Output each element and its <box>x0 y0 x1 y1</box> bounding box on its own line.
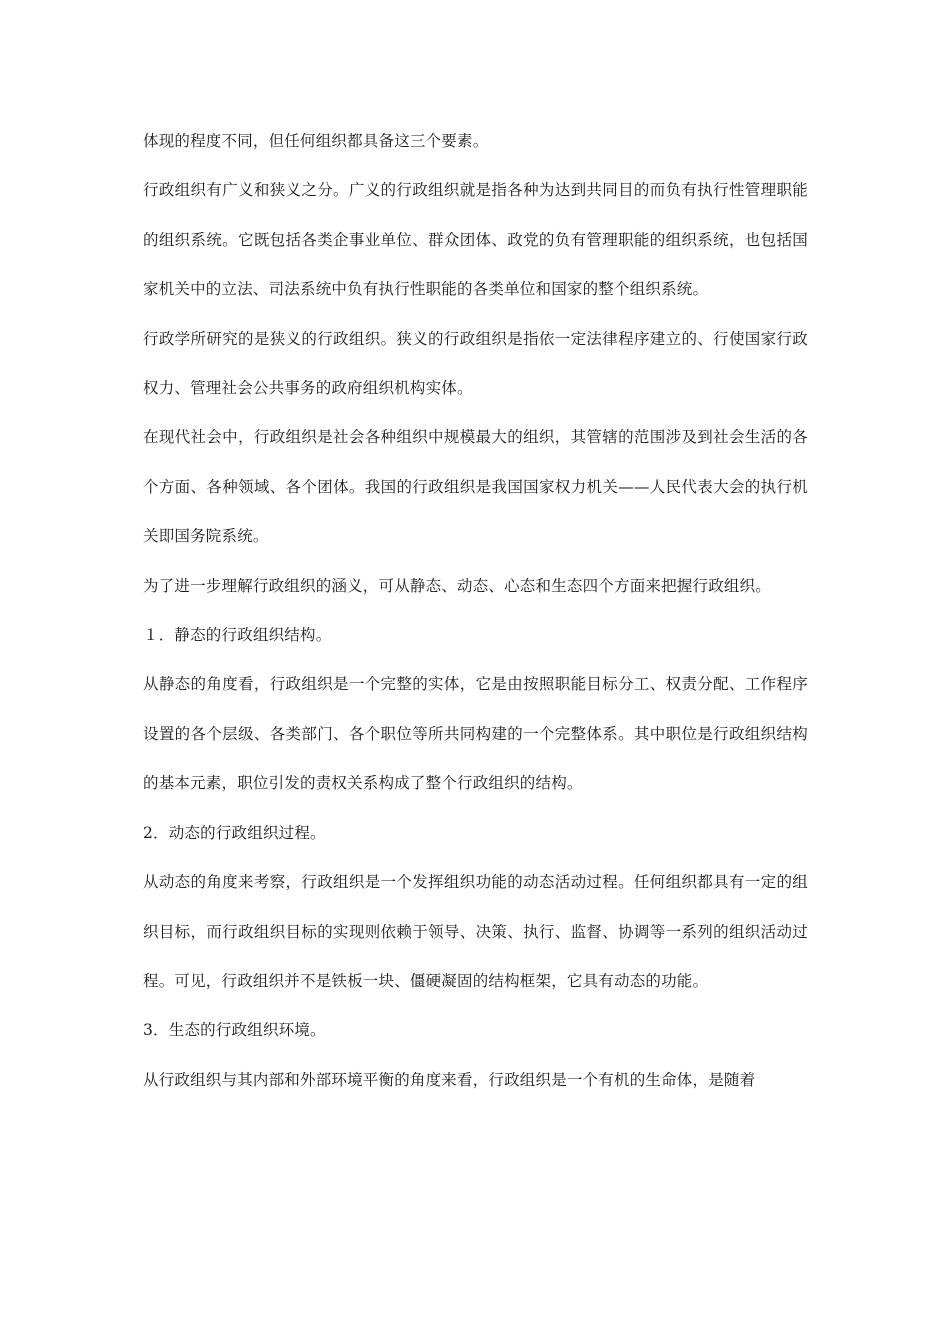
heading-dynamic-process: 2．动态的行政组织过程。 <box>143 823 326 842</box>
heading-ecological-environment: 3．生态的行政组织环境。 <box>143 1021 326 1040</box>
paragraph-narrow-definition: 行政学所研究的是狭义的行政组织。狭义的行政组织是指依一定法律程序建立的、行使国家行政权力、管理社会公共事务的政府组织机构实体。 <box>143 329 808 398</box>
paragraph-dynamic-view: 从动态的角度来考察，行政组织是一个发挥组织功能的动态活动过程。任何组织都具有一定的组织目标，而行政组织目标的实现则依赖于领导、决策、执行、监督、协调等一系列的组织活动过程。可见，行政组织并不是铁板一块、僵硬凝固的结构框架，它具有动态的功能。 <box>143 873 808 990</box>
paragraph-ecological-view: 从行政组织与其内部和外部环境平衡的角度来看，行政组织是一个有机的生命体，是随着 <box>143 1070 756 1089</box>
paragraph-broad-definition: 行政组织有广义和狭义之分。广义的行政组织就是指各种为达到共同目的而负有执行性管理职能的组织系统。它既包括各类企事业单位、群众团体、政党的负有管理职能的组织系统，也包括国家机关中的立法、司法系统中负有执行性职能的各类单位和国家的整个组织系统。 <box>143 181 808 299</box>
document-body <box>143 117 808 1105</box>
paragraph-four-aspects: 为了进一步理解行政组织的涵义，可从静态、动态、心态和生态四个方面来把握行政组织。 <box>143 576 772 595</box>
paragraph-modern-society: 在现代社会中，行政组织是社会各种组织中规模最大的组织，其管辖的范围涉及到社会生活的各个方面、各种领域、各个团体。我国的行政组织是我国国家权力机关——人民代表大会的执行机关即国务院系统。 <box>143 428 808 546</box>
paragraph-elements-intro: 体现的程度不同，但任何组织都具备这三个要素。 <box>143 132 489 150</box>
heading-static-structure: １．静态的行政组织结构。 <box>143 626 332 645</box>
paragraph-static-view: 从静态的角度看，行政组织是一个完整的实体，它是由按照职能目标分工、权责分配、工作程序设置的各个层级、各类部门、各个职位等所共同构建的一个完整体系。其中职位是行政组织结构的基本元素，职位引发的责权关系构成了整个行政组织的结构。 <box>143 675 808 793</box>
